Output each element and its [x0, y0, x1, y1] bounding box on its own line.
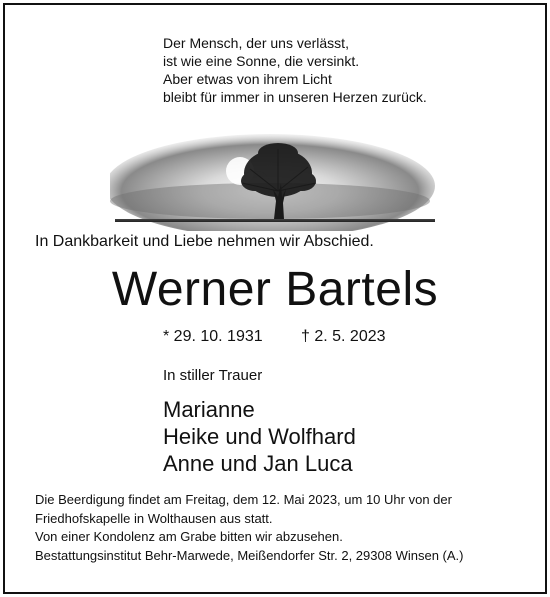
mourner-name: Heike und Wolfhard — [163, 424, 356, 449]
sunset-tree-image — [110, 131, 440, 231]
poem-line: ist wie eine Sonne, die versinkt. — [163, 53, 360, 69]
mourning-label: In stiller Trauer — [163, 367, 263, 384]
mourner-name: Marianne — [163, 397, 255, 422]
poem-line: Der Mensch, der uns verlässt, — [163, 35, 349, 51]
mourner-name: Anne und Jan Luca — [163, 451, 353, 476]
footer-line: Die Beerdigung findet am Freitag, dem 12. Mai 2023, um 10 Uhr von der — [35, 492, 452, 507]
deceased-name: Werner Bartels — [111, 263, 439, 316]
footer-line: Bestattungsinstitut Behr-Marwede, Meißendorfer Str. 2, 29308 Winsen (A.) — [35, 547, 464, 563]
funeral-details — [35, 491, 463, 565]
poem — [163, 34, 427, 106]
footer-line: Friedhofskapelle in Wolthausen aus statt. — [35, 510, 273, 526]
mourners-list — [163, 396, 356, 477]
poem-line: bleibt für immer in unseren Herzen zurück. — [163, 89, 427, 105]
poem-line: Aber etwas von ihrem Licht — [163, 71, 332, 87]
tree-illustration — [110, 131, 440, 231]
farewell-intro: In Dankbarkeit und Liebe nehmen wir Abschied. — [35, 233, 374, 250]
birth-date: * 29. 10. 1931 — [163, 328, 263, 345]
death-date: † 2. 5. 2023 — [301, 328, 386, 345]
footer-line: Von einer Kondolenz am Grabe bitten wir abzusehen. — [35, 529, 343, 544]
